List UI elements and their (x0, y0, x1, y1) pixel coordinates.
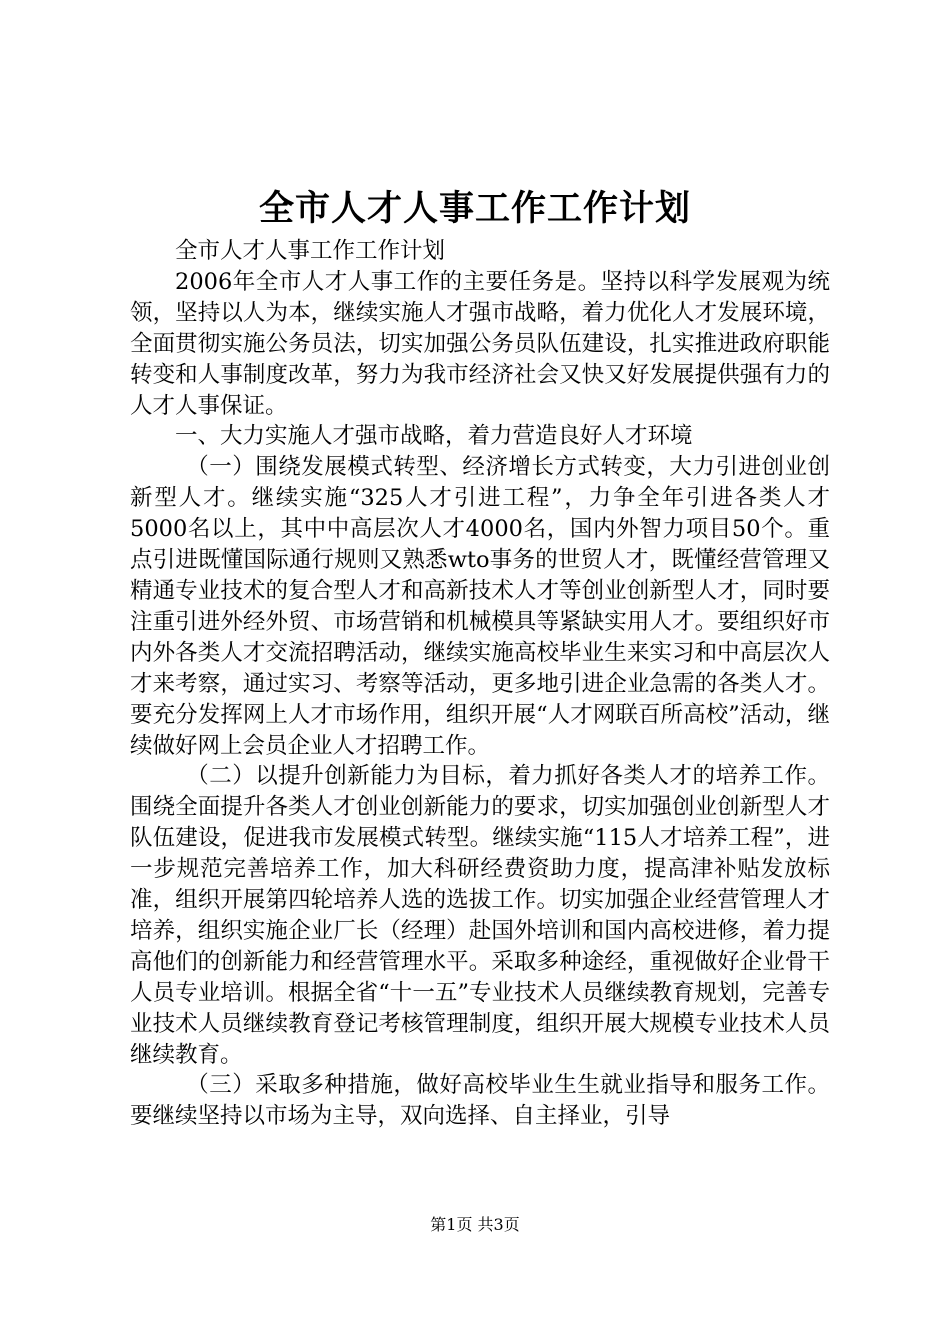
paragraph-subsection-2: （二）以提升创新能力为目标，着力抓好各类人才的培养工作。围绕全面提升各类人才创业创新能力的要求，切实加强创业创新型人才队伍建设，促进我市发展模式转型。继续实施“115人才培养工程”，进一步规范完善培养工作，加大科研经费资助力度，提高津补贴发放标准，组织开展第四轮培养人选的选拔工作。切实加强企业经营管理人才培养，组织实施企业厂长（经理）赴国外培训和国内高校进修，着力提高他们的创新能力和经营管理水平。采取多种途经，重视做好企业骨干人员专业培训。根据全省“十一五”专业技术人员继续教育规划，完善专业技术人员继续教育登记考核管理制度，组织开展大规模专业技术人员继续教育。 (130, 763, 830, 1068)
section-heading-1: 一、大力实施人才强市战略，着力营造良好人才环境 (175, 423, 693, 450)
page-footer: 第1页 共3页 (430, 1215, 520, 1234)
paragraph-intro: 2006年全市人才人事工作的主要任务是。坚持以科学发展观为统领，坚持以人为本，继续实施人才强市战略，着力优化人才发展环境，全面贯彻实施公务员法，切实加强公务员队伍建设，扎实推进政府职能转变和人事制度改革，努力为我市经济社会又快又好发展提供强有力的人才人事保证。 (130, 268, 830, 419)
document-body (130, 236, 830, 1132)
paragraph-subsection-3: （三）采取多种措施，做好高校毕业生生就业指导和服务工作。要继续坚持以市场为主导，双向选择、自主择业，引导 (130, 1072, 830, 1130)
paragraph-subsection-1: （一）围绕发展模式转型、经济增长方式转变，大力引进创业创新型人才。继续实施“325人才引进工程”，力争全年引进各类人才5000名以上，其中中高层次人才4000名，国内外智力项目50个。重点引进既懂国际通行规则又熟悉wto事务的世贸人才，既懂经营管理又精通专业技术的复合型人才和高新技术人才等创业创新型人才，同时要注重引进外经外贸、市场营销和机械模具等紧缺实用人才。要组织好市内外各类人才交流招聘活动，继续实施高校毕业生来实习和中高层次人才来考察，通过实习、考察等活动，更多地引进企业急需的各类人才。要充分发挥网上人才市场作用，组织开展“人才网联百所高校”活动，继续做好网上会员企业人才招聘工作。 (130, 454, 830, 759)
document-title: 全市人才人事工作工作计划 (258, 188, 691, 229)
paragraph-heading-repeat: 全市人才人事工作工作计划 (175, 238, 446, 264)
